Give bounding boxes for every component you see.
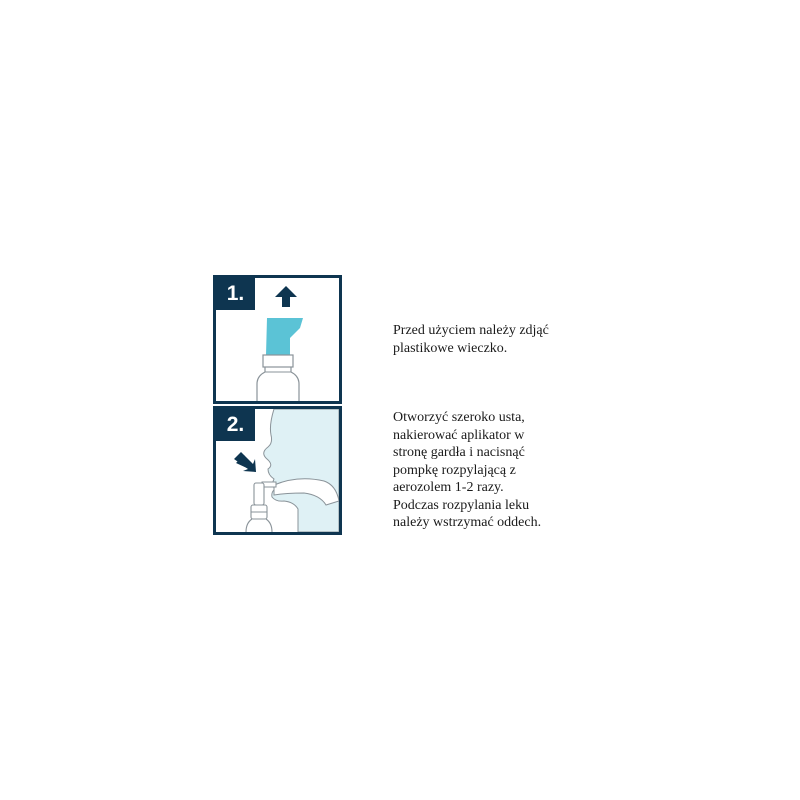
face-profile bbox=[264, 409, 339, 532]
plastic-cap bbox=[266, 318, 303, 355]
spray-bottle bbox=[246, 482, 276, 532]
arrow-up-icon bbox=[275, 286, 297, 307]
step-2-number: 2. bbox=[216, 409, 255, 441]
step-1-instruction: Przed użyciem należy zdjąć plastikowe wieczko. bbox=[393, 323, 549, 356]
step-1-illustration bbox=[213, 275, 342, 404]
arrow-down-right-icon bbox=[234, 452, 256, 472]
bottle bbox=[257, 355, 299, 401]
step-2-instruction: Otworzyć szeroko usta, nakierować aplikator w stronę gardła i nacisnąć pompkę rozpylającą z aerozolem 1-2 razy. Podczas rozpylania leku należy wstrzymać oddech. bbox=[393, 410, 542, 530]
step-1-number: 1. bbox=[216, 278, 255, 310]
step-2-illustration bbox=[213, 406, 342, 535]
